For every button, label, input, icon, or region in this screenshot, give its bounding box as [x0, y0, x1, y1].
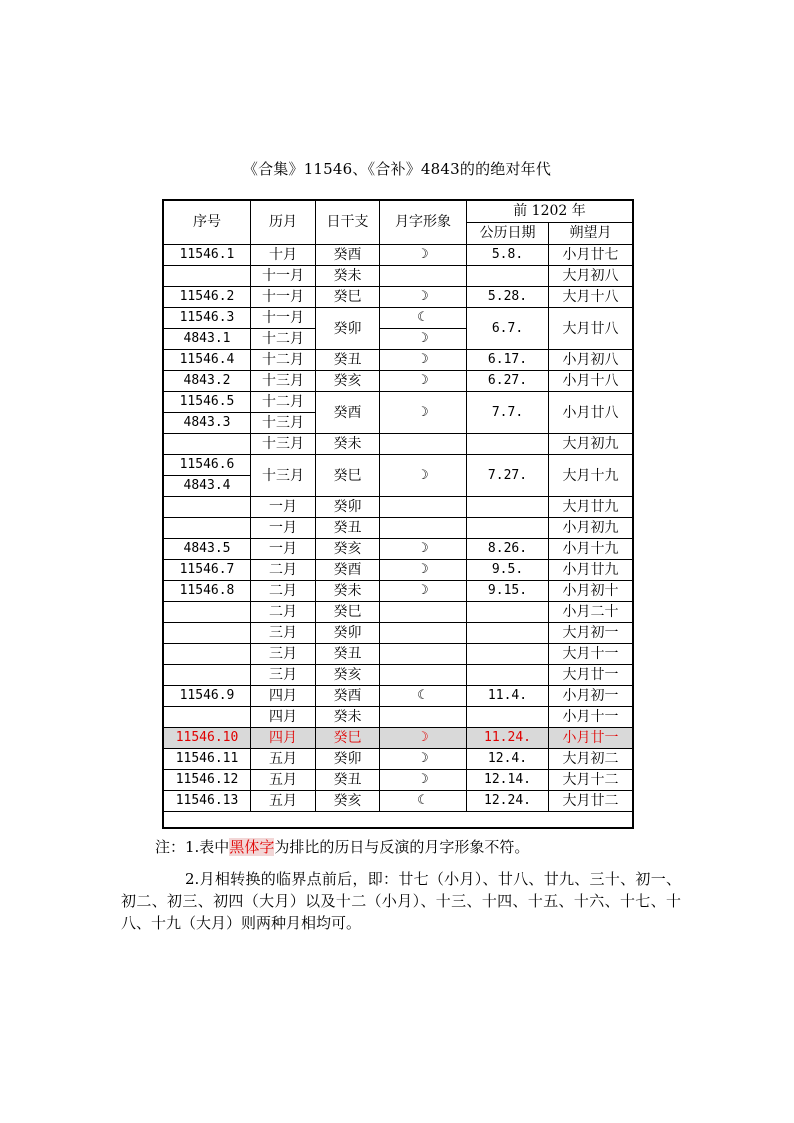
moon-phase-icon: ☽ — [380, 749, 467, 770]
cell-month: 五月 — [251, 791, 316, 812]
cell-day: 癸巳 — [316, 728, 380, 749]
cell-date — [467, 644, 549, 665]
cell-lunar: 小月廿一 — [549, 728, 633, 749]
moon-phase-icon: ☽ — [380, 560, 467, 581]
cell-day: 癸未 — [316, 434, 380, 455]
table-row — [164, 602, 633, 623]
cell-lunar: 大月廿八 — [549, 308, 633, 350]
cell-month: 二月 — [251, 581, 316, 602]
table-row — [164, 308, 633, 329]
table-row — [164, 644, 633, 665]
cell-seq: 11546.5 — [164, 392, 251, 413]
cell-month: 十三月 — [251, 455, 316, 497]
cell-month: 十一月 — [251, 308, 316, 329]
cell-seq — [164, 602, 251, 623]
moon-phase-icon — [380, 266, 467, 287]
cell-seq: 4843.2 — [164, 371, 251, 392]
moon-phase-icon — [380, 434, 467, 455]
note-1-prefix: 注：1.表中 — [155, 838, 230, 856]
cell-seq — [164, 623, 251, 644]
cell-month: 十一月 — [251, 287, 316, 308]
cell-day: 癸酉 — [316, 245, 380, 266]
cell-seq: 4843.3 — [164, 413, 251, 434]
cell-day: 癸卯 — [316, 308, 380, 350]
cell-date: 5.28. — [467, 287, 549, 308]
page-title: 《合集》11546、《合补》4843的的绝对年代 — [242, 160, 552, 178]
cell-date: 9.15. — [467, 581, 549, 602]
note-1 — [155, 836, 529, 858]
moon-phase-icon: ☾ — [380, 791, 467, 812]
cell-month: 十三月 — [251, 371, 316, 392]
cell-day: 癸丑 — [316, 770, 380, 791]
cell-date: 8.26. — [467, 539, 549, 560]
cell-lunar: 大月十八 — [549, 287, 633, 308]
moon-phase-icon — [380, 497, 467, 518]
table-row — [164, 497, 633, 518]
cell-date — [467, 434, 549, 455]
cell-date — [467, 497, 549, 518]
cell-lunar: 小月十八 — [549, 371, 633, 392]
cell-seq: 11546.11 — [164, 749, 251, 770]
cell-month: 十二月 — [251, 329, 316, 350]
table-row — [164, 266, 633, 287]
cell-month: 三月 — [251, 644, 316, 665]
cell-seq: 4843.5 — [164, 539, 251, 560]
cell-month: 十月 — [251, 245, 316, 266]
cell-day: 癸酉 — [316, 560, 380, 581]
cell-lunar: 小月廿九 — [549, 560, 633, 581]
table-row — [164, 371, 633, 392]
cell-day: 癸亥 — [316, 539, 380, 560]
cell-lunar: 大月初八 — [549, 266, 633, 287]
cell-lunar: 小月二十 — [549, 602, 633, 623]
cell-lunar: 小月初九 — [549, 518, 633, 539]
cell-date — [467, 707, 549, 728]
cell-seq: 11546.10 — [164, 728, 251, 749]
table-row — [164, 581, 633, 602]
header-date: 公历日期 — [467, 223, 549, 245]
cell-month: 一月 — [251, 497, 316, 518]
cell-day: 癸卯 — [316, 623, 380, 644]
cell-lunar: 小月初一 — [549, 686, 633, 707]
cell-day: 癸丑 — [316, 644, 380, 665]
header-shape: 月字形象 — [380, 201, 467, 245]
moon-phase-icon: ☽ — [380, 728, 467, 749]
cell-day: 癸亥 — [316, 665, 380, 686]
cell-month: 一月 — [251, 518, 316, 539]
header-lunar: 朔望月 — [549, 223, 633, 245]
cell-month: 一月 — [251, 539, 316, 560]
moon-phase-icon — [380, 602, 467, 623]
cell-month: 四月 — [251, 686, 316, 707]
cell-day: 癸酉 — [316, 686, 380, 707]
moon-phase-icon — [380, 518, 467, 539]
cell-lunar: 小月十九 — [549, 539, 633, 560]
cell-day: 癸巳 — [316, 455, 380, 497]
table-row — [164, 245, 633, 266]
cell-day: 癸酉 — [316, 392, 380, 434]
header-day: 日干支 — [316, 201, 380, 245]
cell-seq: 11546.9 — [164, 686, 251, 707]
calendar-table — [163, 200, 633, 812]
cell-seq: 11546.13 — [164, 791, 251, 812]
cell-seq: 11546.7 — [164, 560, 251, 581]
moon-phase-icon: ☽ — [380, 455, 467, 497]
note-1-suffix: 为排比的历日与反演的月字形象不符。 — [274, 838, 530, 856]
cell-month: 三月 — [251, 665, 316, 686]
cell-lunar: 大月初二 — [549, 749, 633, 770]
cell-date — [467, 623, 549, 644]
cell-seq: 11546.3 — [164, 308, 251, 329]
cell-date: 12.4. — [467, 749, 549, 770]
cell-lunar: 小月初八 — [549, 350, 633, 371]
table-row — [164, 560, 633, 581]
cell-date — [467, 602, 549, 623]
cell-day: 癸丑 — [316, 518, 380, 539]
cell-seq: 11546.1 — [164, 245, 251, 266]
moon-phase-icon: ☽ — [380, 329, 467, 350]
cell-seq — [164, 644, 251, 665]
header-seq: 序号 — [164, 201, 251, 245]
cell-month: 四月 — [251, 707, 316, 728]
header-year: 前 1202 年 — [467, 201, 633, 223]
moon-phase-icon — [380, 623, 467, 644]
header-month: 历月 — [251, 201, 316, 245]
cell-date: 12.24. — [467, 791, 549, 812]
cell-month: 十三月 — [251, 413, 316, 434]
cell-lunar: 大月廿九 — [549, 497, 633, 518]
cell-seq — [164, 707, 251, 728]
table-row — [164, 707, 633, 728]
table-row — [164, 392, 633, 413]
cell-lunar: 小月初十 — [549, 581, 633, 602]
cell-day: 癸未 — [316, 707, 380, 728]
cell-lunar: 大月初一 — [549, 623, 633, 644]
moon-phase-icon: ☽ — [380, 770, 467, 791]
table-row — [164, 350, 633, 371]
moon-phase-icon: ☽ — [380, 245, 467, 266]
moon-phase-icon: ☽ — [380, 371, 467, 392]
cell-seq — [164, 518, 251, 539]
cell-date: 5.8. — [467, 245, 549, 266]
cell-month: 四月 — [251, 728, 316, 749]
table-row — [164, 749, 633, 770]
table-row-highlighted — [164, 728, 633, 749]
cell-lunar: 小月廿七 — [549, 245, 633, 266]
cell-lunar: 大月初九 — [549, 434, 633, 455]
cell-month: 十二月 — [251, 392, 316, 413]
cell-day: 癸巳 — [316, 287, 380, 308]
cell-seq — [164, 497, 251, 518]
cell-date: 7.27. — [467, 455, 549, 497]
cell-month: 十三月 — [251, 434, 316, 455]
moon-phase-icon — [380, 707, 467, 728]
moon-phase-icon — [380, 644, 467, 665]
cell-seq: 11546.12 — [164, 770, 251, 791]
cell-date: 6.17. — [467, 350, 549, 371]
cell-date — [467, 665, 549, 686]
table-row — [164, 770, 633, 791]
cell-seq: 11546.4 — [164, 350, 251, 371]
cell-day: 癸巳 — [316, 602, 380, 623]
table-row — [164, 539, 633, 560]
table-row — [164, 623, 633, 644]
cell-month: 二月 — [251, 602, 316, 623]
cell-lunar: 大月十二 — [549, 770, 633, 791]
moon-phase-icon — [380, 665, 467, 686]
moon-phase-icon: ☽ — [380, 392, 467, 434]
cell-date: 6.27. — [467, 371, 549, 392]
cell-date: 11.4. — [467, 686, 549, 707]
cell-date — [467, 266, 549, 287]
table-row — [164, 518, 633, 539]
moon-phase-icon: ☽ — [380, 539, 467, 560]
table-row — [164, 665, 633, 686]
cell-seq: 4843.1 — [164, 329, 251, 350]
cell-seq: 11546.6 — [164, 455, 251, 476]
cell-seq: 11546.2 — [164, 287, 251, 308]
cell-day: 癸亥 — [316, 791, 380, 812]
cell-day: 癸未 — [316, 581, 380, 602]
table-row — [164, 287, 633, 308]
cell-lunar: 大月十一 — [549, 644, 633, 665]
cell-lunar: 大月廿一 — [549, 665, 633, 686]
cell-date: 7.7. — [467, 392, 549, 434]
moon-phase-icon: ☽ — [380, 581, 467, 602]
table-row — [164, 434, 633, 455]
cell-month: 十二月 — [251, 350, 316, 371]
cell-date: 12.14. — [467, 770, 549, 791]
cell-month: 五月 — [251, 770, 316, 791]
cell-date — [467, 518, 549, 539]
table-row — [164, 455, 633, 476]
cell-seq — [164, 266, 251, 287]
cell-lunar: 大月十九 — [549, 455, 633, 497]
cell-month: 三月 — [251, 623, 316, 644]
cell-month: 二月 — [251, 560, 316, 581]
cell-day: 癸亥 — [316, 371, 380, 392]
cell-date: 11.24. — [467, 728, 549, 749]
cell-day: 癸丑 — [316, 350, 380, 371]
cell-lunar: 小月廿八 — [549, 392, 633, 434]
cell-date: 6.7. — [467, 308, 549, 350]
moon-phase-icon: ☽ — [380, 287, 467, 308]
cell-seq — [164, 665, 251, 686]
cell-lunar: 大月廿二 — [549, 791, 633, 812]
cell-seq — [164, 434, 251, 455]
moon-phase-icon: ☽ — [380, 350, 467, 371]
note-2: 2.月相转换的临界点前后，即：廿七（小月）、廿八、廿九、三十、初一、初二、初三、初四（大月）以及十二（小月）、十三、十四、十五、十六、十七、十八、十九（大月）则两种月相均可。 — [121, 870, 681, 932]
cell-seq: 11546.8 — [164, 581, 251, 602]
table-row — [164, 686, 633, 707]
cell-lunar: 小月十一 — [549, 707, 633, 728]
moon-phase-icon: ☾ — [380, 686, 467, 707]
cell-day: 癸未 — [316, 266, 380, 287]
cell-day: 癸卯 — [316, 749, 380, 770]
cell-day: 癸卯 — [316, 497, 380, 518]
cell-month: 五月 — [251, 749, 316, 770]
cell-month: 十一月 — [251, 266, 316, 287]
note-1-highlight: 黑体字 — [229, 838, 275, 856]
moon-phase-icon: ☾ — [380, 308, 467, 329]
cell-seq: 4843.4 — [164, 476, 251, 497]
cell-date: 9.5. — [467, 560, 549, 581]
table-row — [164, 791, 633, 812]
